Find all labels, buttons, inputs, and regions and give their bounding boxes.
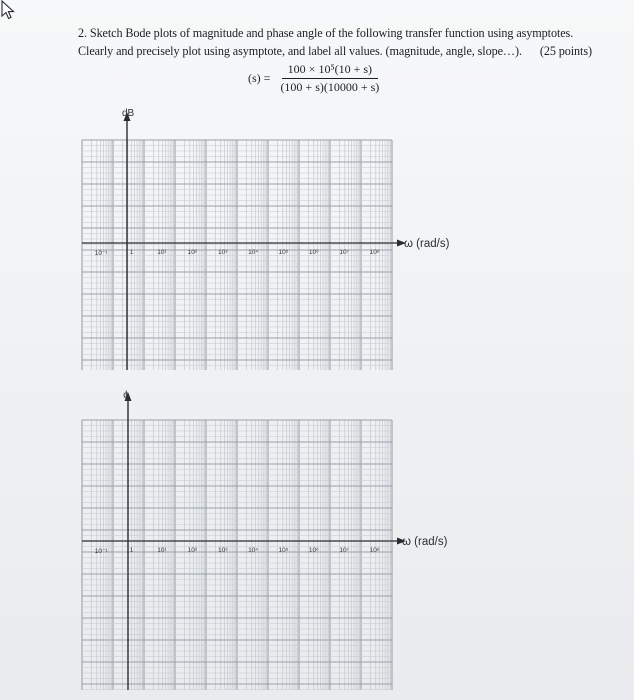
phase-tick-label: 10³ (218, 547, 228, 554)
magnitude-tick-label: 10¹ (157, 249, 167, 256)
phase-tick-label: 10⁸ (369, 547, 380, 554)
phase-y-axis-label: ϕ (123, 390, 130, 401)
points-label: (25 points) (539, 44, 592, 58)
magnitude-tick-label: 1 (129, 249, 134, 256)
equation-denominator: (100 + s)(10000 + s) (280, 80, 380, 94)
magnitude-tick-label: 10⁻¹ (94, 250, 108, 257)
magnitude-tick-label: 10⁷ (339, 249, 350, 256)
magnitude-tick-label: 10⁵ (278, 249, 289, 256)
pointer-cursor-icon (0, 0, 16, 20)
magnitude-tick-label: 10⁸ (369, 249, 380, 256)
phase-tick-label: 10⁷ (339, 547, 350, 554)
magnitude-x-axis-label: ω (rad/s) (404, 238, 450, 250)
magnitude-tick-label: 10² (187, 249, 198, 256)
phase-tick-label: 10⁻¹ (94, 548, 108, 555)
magnitude-tick-label: 10³ (218, 249, 228, 256)
phase-tick-label: 10⁴ (248, 547, 259, 554)
phase-tick-label: 10² (187, 547, 198, 554)
problem-line-1: 2. Sketch Bode plots of magnitude and phase angle of the following transfer function using asymptotes. (78, 26, 574, 40)
equation-lhs: (s) = (248, 71, 271, 85)
phase-x-axis-label: ω (rad/s) (402, 536, 448, 548)
phase-tick-label: 1 (129, 547, 134, 554)
phase-tick-label: 10⁶ (308, 547, 319, 554)
magnitude-tick-label: 10⁶ (308, 249, 319, 256)
magnitude-tick-label: 10⁴ (248, 249, 259, 256)
magnitude-y-axis-label: dB (122, 108, 135, 119)
phase-tick-label: 10⁵ (278, 547, 289, 554)
phase-tick-label: 10¹ (157, 547, 167, 554)
equation-numerator: 100 × 10⁵(10 + s) (282, 62, 378, 79)
problem-instructions: Clearly and precisely plot using asymptote, and label all values. (magnitude, angle, slope…). (78, 44, 522, 58)
